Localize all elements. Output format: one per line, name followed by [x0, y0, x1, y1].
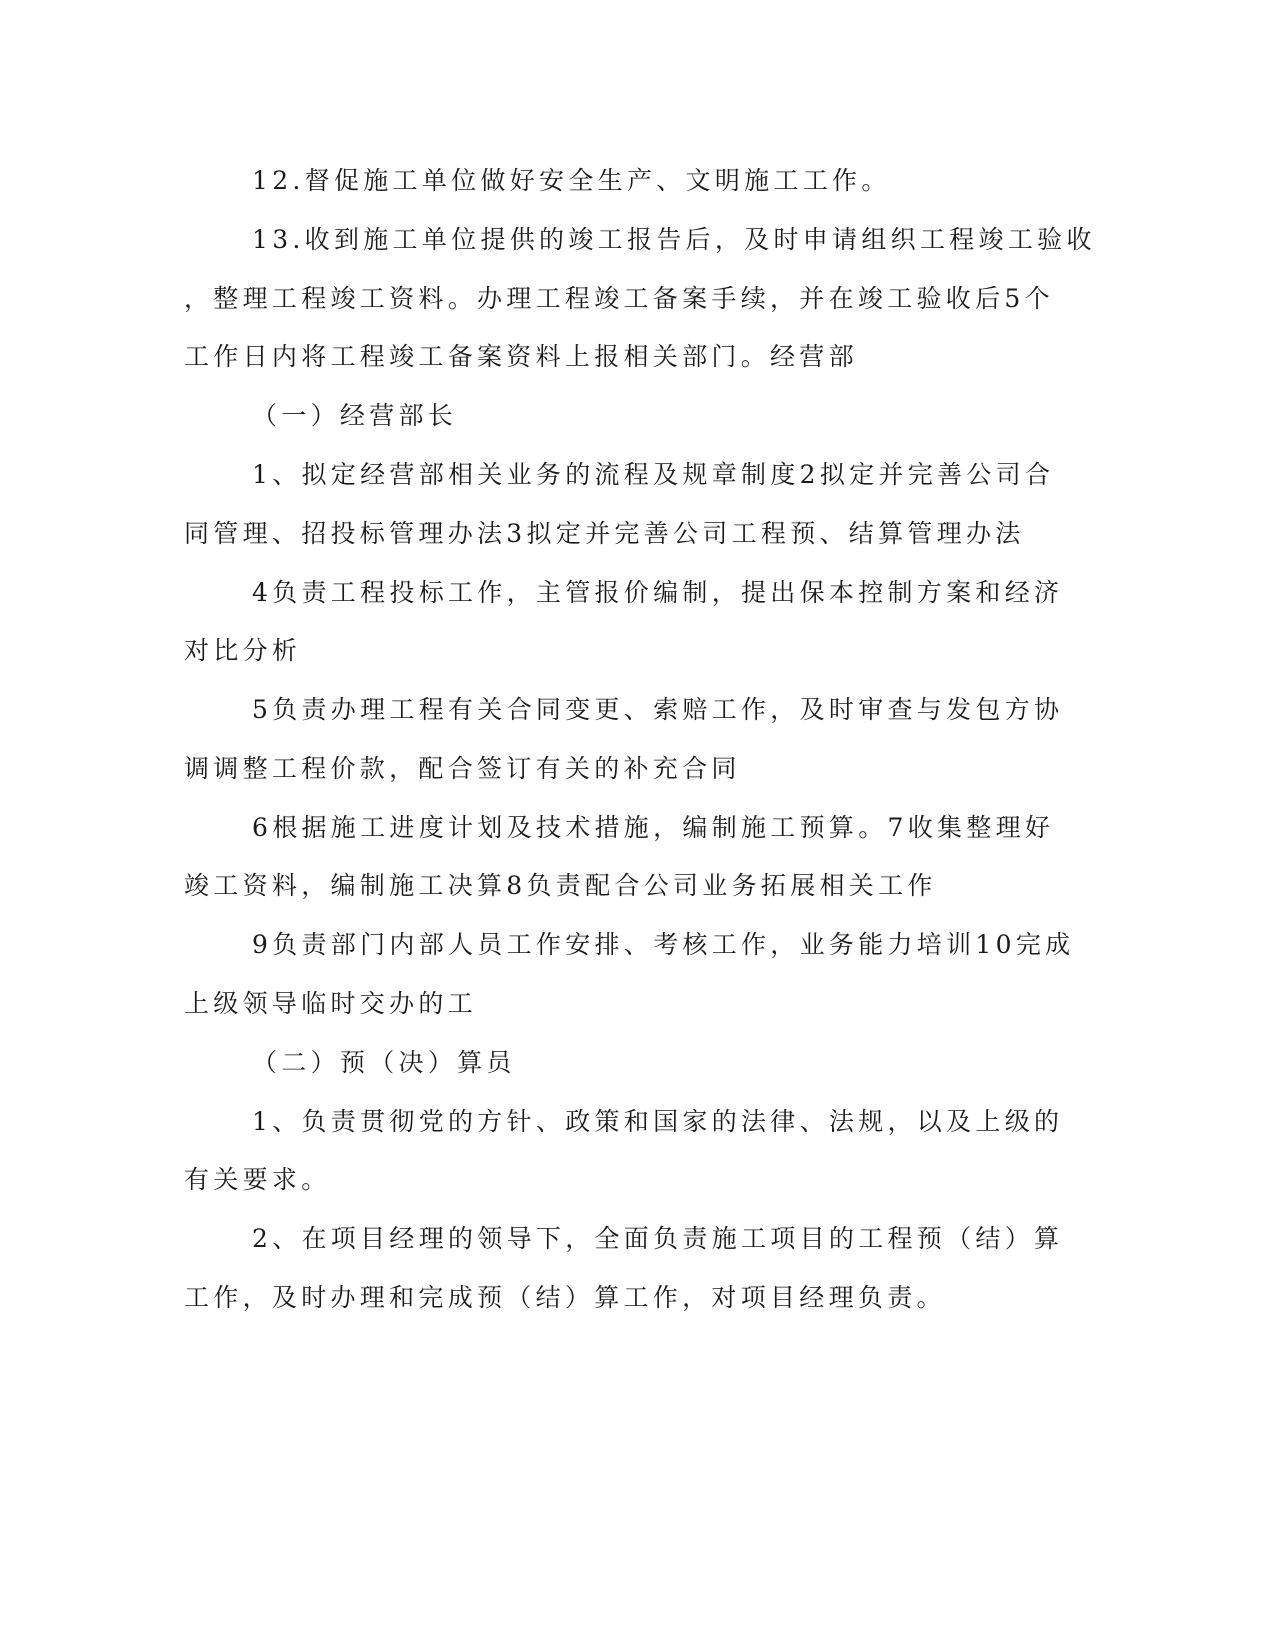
paragraph-duty-5: 5负责办理工程有关合同变更、索赔工作，及时审查与发包方协: [252, 695, 1064, 724]
paragraph-duties-9-10: 9负责部门内部人员工作安排、考核工作，业务能力培训10完成: [252, 930, 1075, 959]
paragraph-duties-7-8-continued: 竣工资料，编制施工决算8负责配合公司业务拓展相关工作: [184, 871, 937, 900]
section-heading-business-manager: （一）经营部长: [252, 401, 458, 430]
paragraph-item-13: 13.收到施工单位提供的竣工报告后，及时申请组织工程竣工验收: [252, 225, 1096, 254]
paragraph-duties-1-3-continued: 同管理、招投标管理办法3拟定并完善公司工程预、结算管理办法: [184, 519, 1025, 548]
paragraph-item-13-continued: ，整理工程竣工资料。办理工程竣工备案手续，并在竣工验收后5个: [184, 284, 1054, 313]
paragraph-clerk-duty-1-continued: 有关要求。: [184, 1165, 331, 1194]
paragraph-duties-6-7: 6根据施工进度计划及技术措施，编制施工预算。7收集整理好: [252, 813, 1055, 842]
paragraph-clerk-duty-1: 1、负责贯彻党的方针、政策和国家的法律、法规，以及上级的: [252, 1107, 1064, 1136]
section-heading-budget-clerk: （二）预（决）算员: [252, 1048, 516, 1077]
paragraph-duties-1-3: 1、拟定经营部相关业务的流程及规章制度2拟定并完善公司合: [252, 460, 1055, 489]
paragraph-duty-10-continued: 上级领导临时交办的工: [184, 989, 478, 1018]
paragraph-duty-4-continued: 对比分析: [184, 636, 302, 665]
paragraph-clerk-duty-2-continued: 工作，及时办理和完成预（结）算工作，对项目经理负责。: [184, 1283, 946, 1312]
paragraph-item-13-continued: 工作日内将工程竣工备案资料上报相关部门。经营部: [184, 342, 858, 371]
paragraph-duty-4: 4负责工程投标工作，主管报价编制，提出保本控制方案和经济: [252, 578, 1064, 607]
paragraph-clerk-duty-2: 2、在项目经理的领导下，全面负责施工项目的工程预（结）算: [252, 1224, 1064, 1253]
paragraph-item-12: 12.督促施工单位做好安全生产、文明施工工作。: [252, 166, 891, 195]
paragraph-duty-5-continued: 调调整工程价款，配合签订有关的补充合同: [184, 754, 741, 783]
